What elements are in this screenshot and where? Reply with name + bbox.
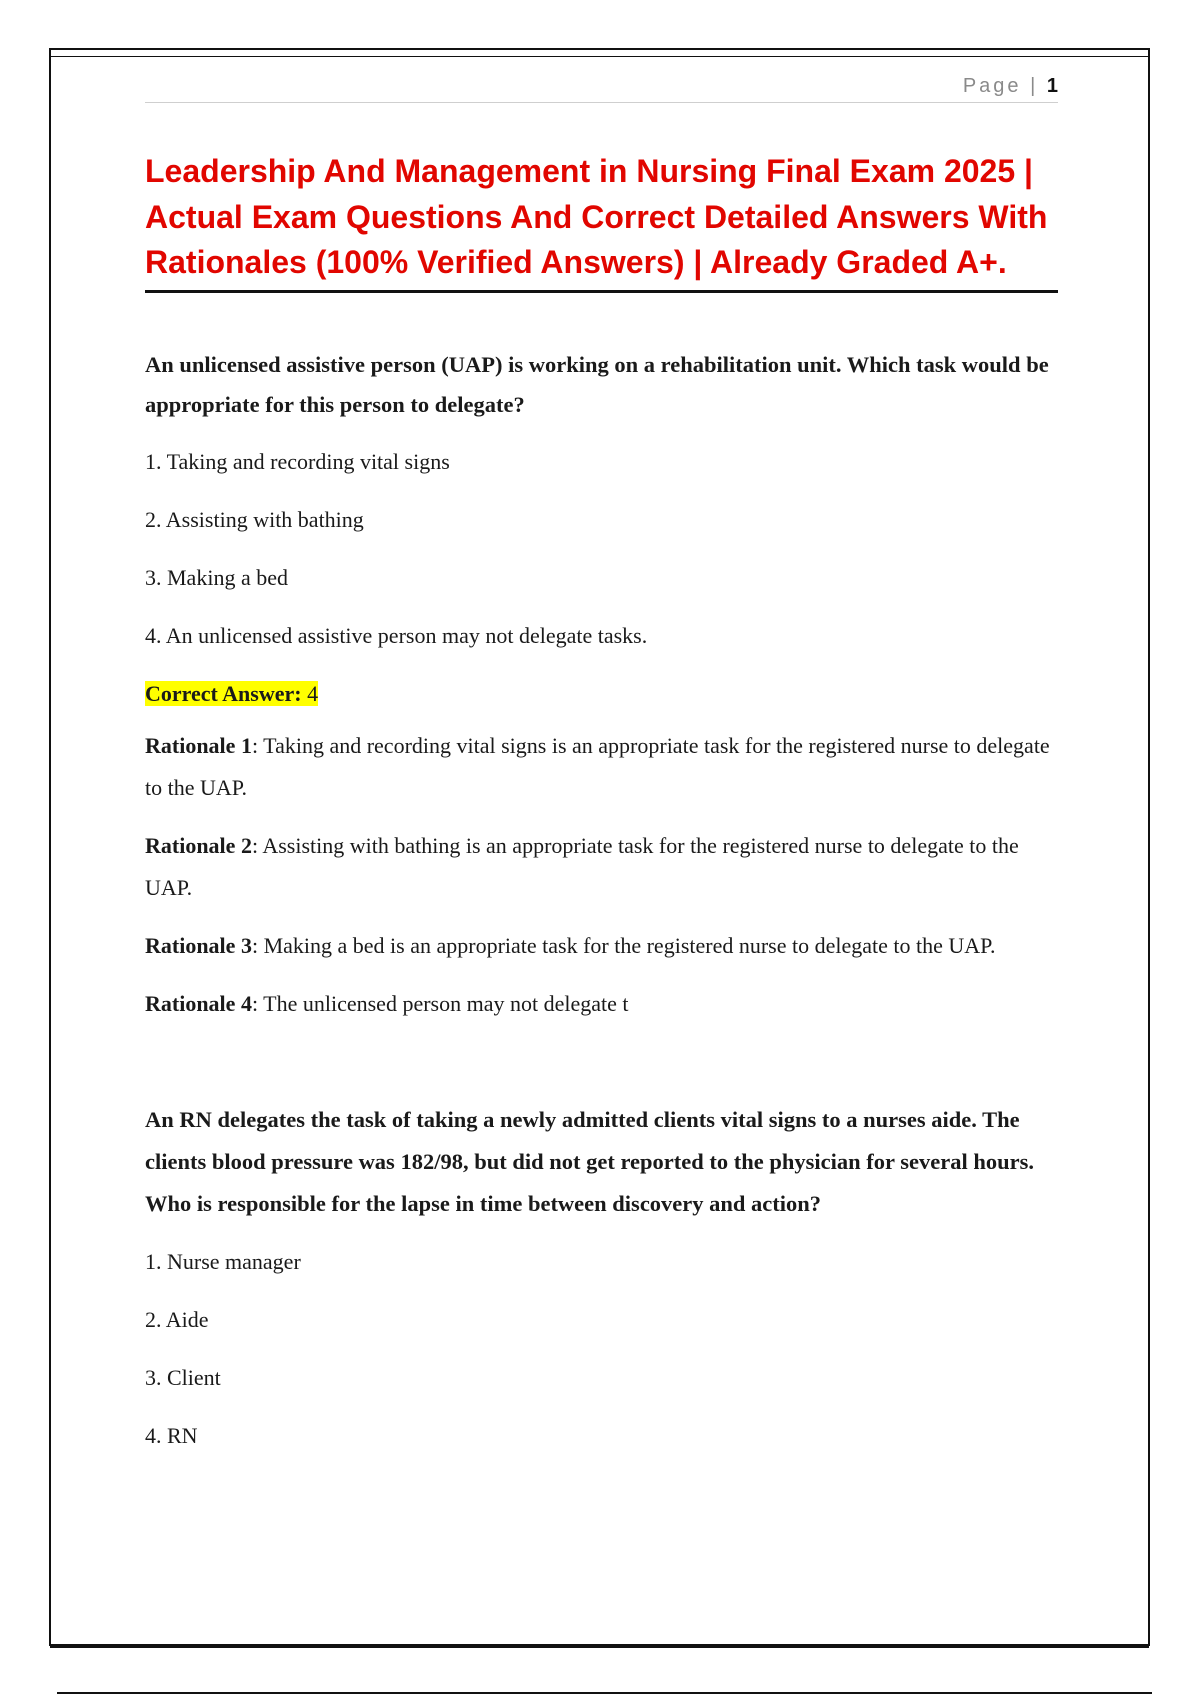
rationale-3	[145, 925, 1058, 967]
rationale-3-text: : Making a bed is an appropriate task for the registered nurse to delegate to the UAP.	[251, 932, 996, 958]
page-label: Page |	[962, 75, 1039, 97]
rationale-4	[145, 983, 1058, 1025]
question-1-correct-answer	[145, 679, 1058, 709]
rationale-2-text: : Assisting with bathing is an appropriate task for the registered nurse to delegate to the UAP.	[145, 832, 1019, 900]
question-1-option-3: 3. Making a bed	[145, 564, 288, 590]
question-1-stem: An unlicensed assistive person (UAP) is working on a rehabilitation unit. Which task would be appropriate for this person to delegate?	[145, 351, 1049, 417]
question-1-option-1: 1. Taking and recording vital signs	[145, 448, 450, 474]
rationale-1	[145, 725, 1058, 809]
question-2-stem: An RN delegates the task of taking a newly admitted clients vital signs to a nurses aide. The clients blood pressure was 182/98, but did not get reported to the physician for several hours. Who is responsible for the lapse in time between discovery and action?	[145, 1106, 1034, 1216]
document-page	[145, 70, 1058, 1451]
page-header	[145, 70, 1058, 103]
rationale-2	[145, 825, 1058, 909]
question-2-option-4: 4. RN	[145, 1422, 198, 1448]
question-2-option-2: 2. Aide	[145, 1306, 209, 1332]
rationale-3-label: Rationale 3	[145, 932, 252, 958]
document-title: Leadership And Management in Nursing Final Exam 2025 | Actual Exam Questions And Correct Detailed Answers With Rationales (100% Verified Answers) | Already Graded A+.	[145, 149, 1058, 293]
question-2-option-3: 3. Client	[145, 1364, 221, 1390]
rationale-1-text: : Taking and recording vital signs is an appropriate task for the registered nurse to delegate to the UAP.	[145, 732, 1050, 800]
rationale-4-text: : The unlicensed person may not delegate t	[251, 990, 629, 1016]
answer-highlight	[145, 681, 318, 706]
rationale-1-label: Rationale 1	[145, 732, 252, 758]
question-2-option-1: 1. Nurse manager	[145, 1248, 301, 1274]
question-1-option-4: 4. An unlicensed assistive person may not delegate tasks.	[145, 622, 648, 648]
page-number: 1	[1046, 75, 1058, 97]
correct-answer-value: 4	[301, 680, 319, 706]
rationale-4-label: Rationale 4	[145, 990, 252, 1016]
correct-answer-label: Correct Answer:	[145, 680, 302, 706]
bottom-divider	[57, 1692, 1152, 1694]
question-1-option-2: 2. Assisting with bathing	[145, 506, 364, 532]
rationale-2-label: Rationale 2	[145, 832, 252, 858]
